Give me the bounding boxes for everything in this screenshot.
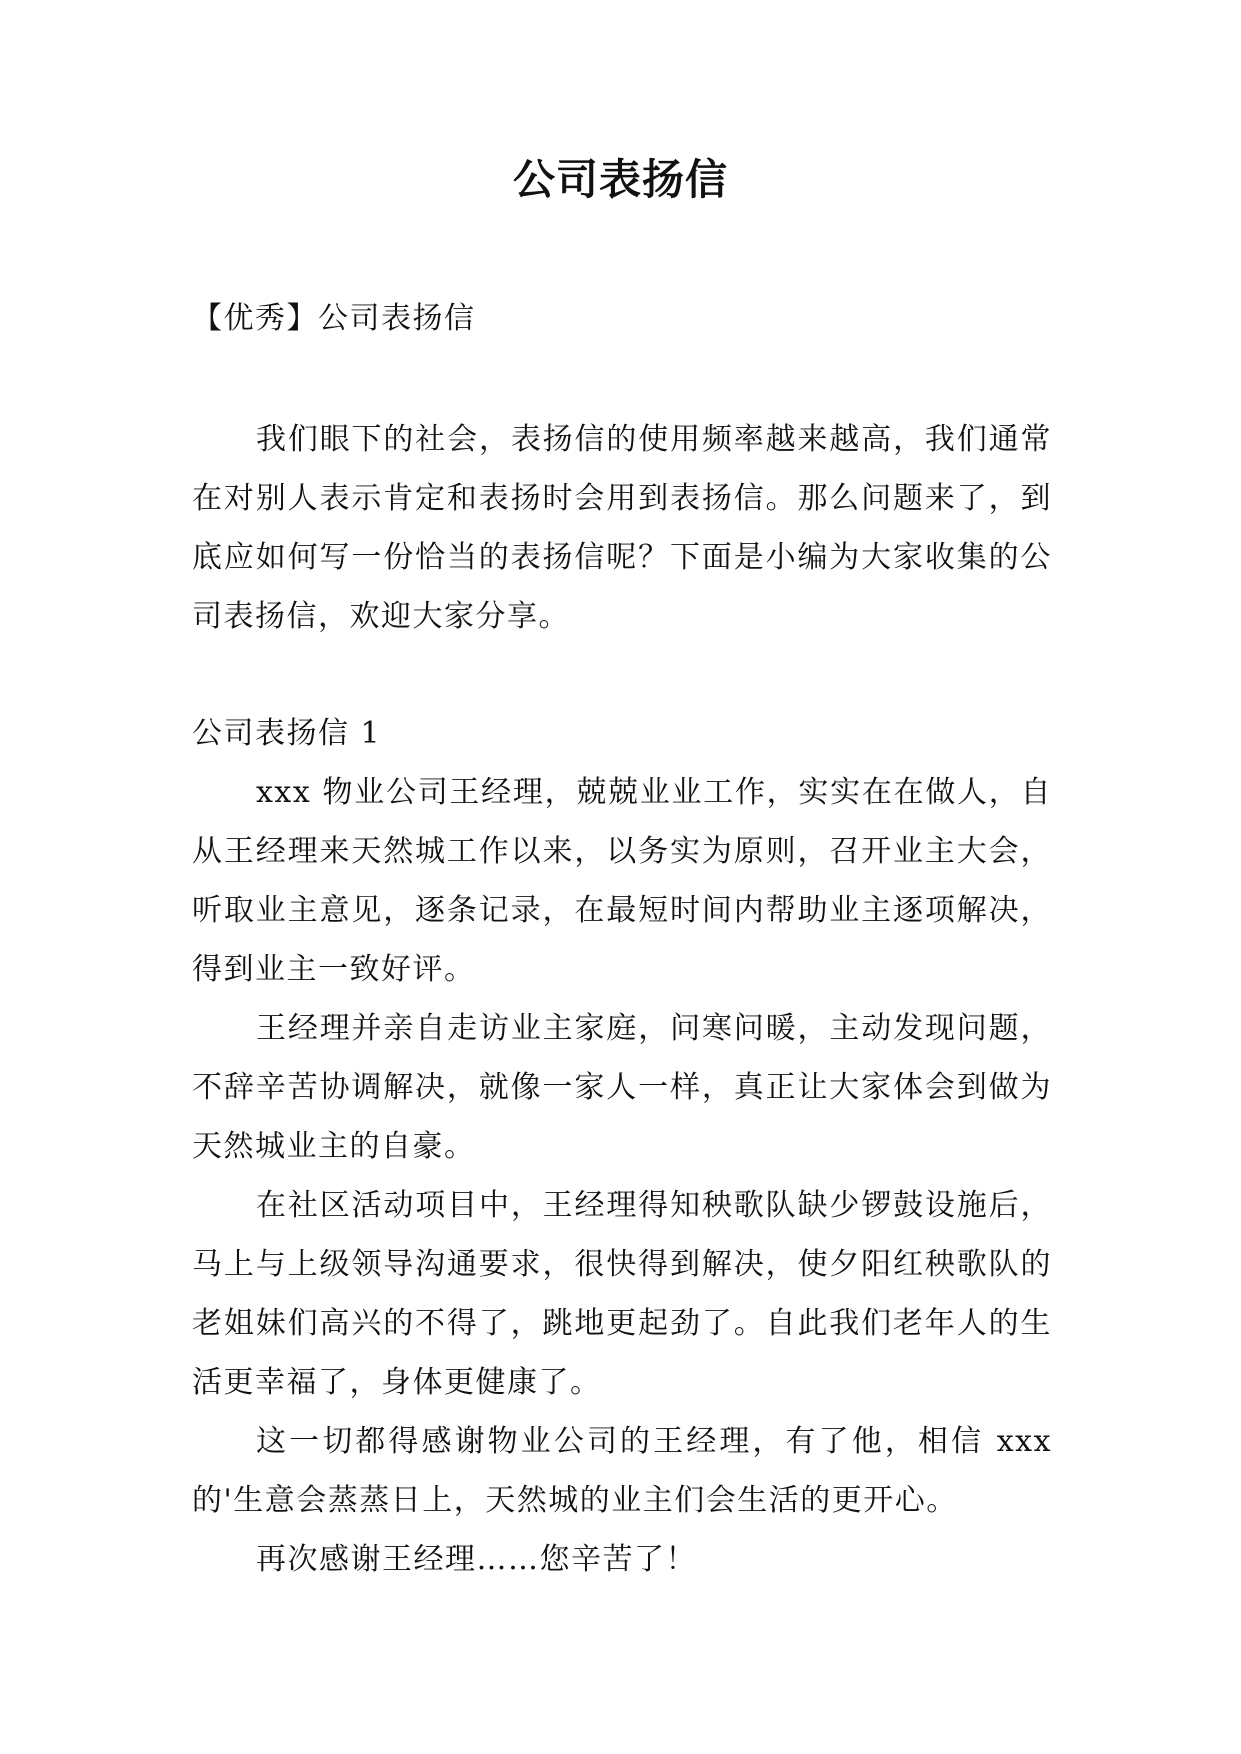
body-paragraph-3: 在社区活动项目中，王经理得知秧歌队缺少锣鼓设施后，马上与上级领导沟通要求，很快得到解决，使夕阳红秧歌队的老姐妹们高兴的不得了，跳地更起劲了。自此我们老年人的生活更幸福了，身体更健康了。	[192, 1188, 1052, 1400]
body-paragraph-4: 这一切都得感谢物业公司的王经理，有了他，相信 xxx 的'生意会蒸蒸日上，天然城的业主们会生活的更开心。	[192, 1424, 1052, 1518]
document-subtitle: 【优秀】公司表扬信	[192, 301, 476, 336]
closing-paragraph: 再次感谢王经理……您辛苦了！	[256, 1542, 697, 1577]
body-paragraph-1: xxx 物业公司王经理，兢兢业业工作，实实在在做人，自从王经理来天然城工作以来，以务实为原则，召开业主大会，听取业主意见，逐条记录，在最短时间内帮助业主逐项解决，得到业主一致好评。	[192, 775, 1052, 987]
intro-paragraph: 我们眼下的社会，表扬信的使用频率越来越高，我们通常在对别人表示肯定和表扬时会用到表扬信。那么问题来了，到底应如何写一份恰当的表扬信呢？下面是小编为大家收集的公司表扬信，欢迎大家分享。	[192, 422, 1052, 634]
section-heading: 公司表扬信 1	[192, 716, 382, 751]
document-body	[192, 290, 1052, 1589]
document-title: 公司表扬信	[512, 155, 728, 204]
body-paragraph-2: 王经理并亲自走访业主家庭，问寒问暖，主动发现问题，不辞辛苦协调解决，就像一家人一样，真正让大家体会到做为天然城业主的自豪。	[192, 1011, 1052, 1164]
